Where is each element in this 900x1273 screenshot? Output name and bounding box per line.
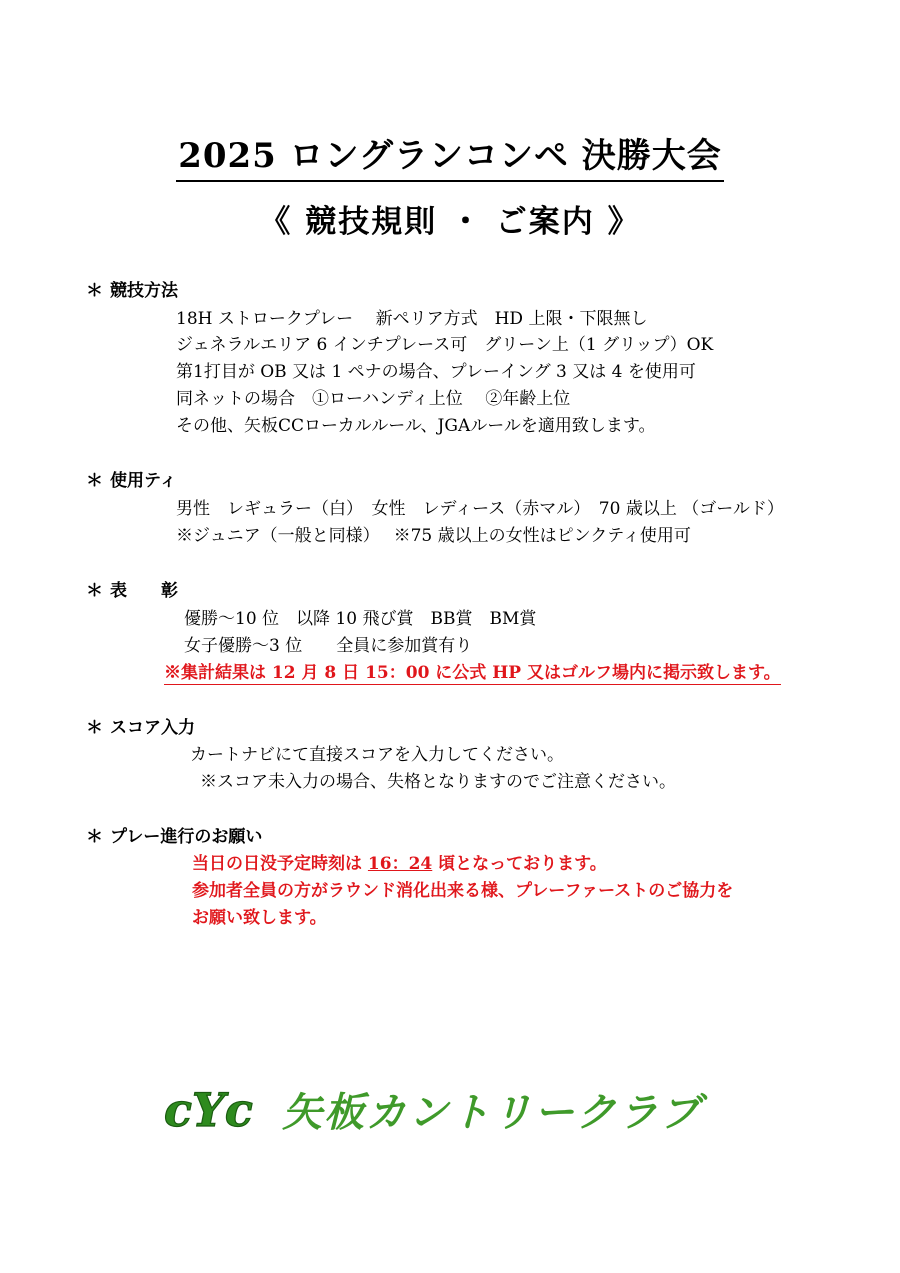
bullet-mark: ＊ <box>86 718 103 738</box>
award-line-2: 女子優勝～3 位 全員に参加賞有り <box>184 636 473 656</box>
heading-label: スコア入力 <box>110 718 195 738</box>
document-title: 2025 ロングランコンペ 決勝大会 <box>0 128 900 177</box>
method-line-4: 同ネットの場合 ①ローハンディ上位 ②年齢上位 <box>176 389 571 409</box>
award-notice <box>164 658 781 683</box>
method-line-3: 第1打目が OB 又は 1 ペナの場合、プレーイング 3 又は 4 を使用可 <box>176 362 696 382</box>
pace-line-1-suffix: 頃となっております。 <box>432 854 607 874</box>
section-heading-award <box>86 576 178 601</box>
bullet-mark: ＊ <box>86 471 103 491</box>
club-logo-text: 矢板カントリークラブ <box>282 1090 702 1136</box>
document-subtitle: 《 競技規則 ・ ご案内 》 <box>259 204 641 240</box>
method-line-5: その他、矢板CCローカルルール、JGAルールを適用致します。 <box>176 416 656 436</box>
bullet-mark: ＊ <box>86 281 103 301</box>
method-line-1: 18H ストロークプレー 新ペリア方式 HD 上限・下限無し <box>176 309 648 329</box>
pace-line-3: お願い致します。 <box>192 908 327 928</box>
score-line-2: ※スコア未入力の場合、失格となりますのでご注意ください。 <box>200 772 676 792</box>
club-logo-graphic <box>162 1080 732 1140</box>
pace-line-1-prefix: 当日の日没予定時刻は <box>192 854 368 874</box>
tee-line-2: ※ジュニア（一般と同様） ※75 歳以上の女性はピンクティ使用可 <box>176 526 691 546</box>
section-heading-tee <box>86 466 177 491</box>
bullet-mark: ＊ <box>86 581 103 601</box>
section-heading-method <box>86 276 178 301</box>
heading-label: 使用ティ <box>110 471 177 491</box>
section-heading-pace <box>86 822 262 847</box>
sunset-time: 16：24 <box>367 854 433 874</box>
bullet-mark: ＊ <box>86 827 103 847</box>
tee-line-1: 男性 レギュラー（白） 女性 レディース（赤マル） 70 歳以上 （ゴールド） <box>176 499 784 519</box>
method-line-2: ジェネラルエリア 6 インチプレース可 グリーン上（1 グリップ）OK <box>176 335 714 355</box>
heading-label: プレー進行のお願い <box>110 827 263 847</box>
heading-label: 競技方法 <box>110 281 178 301</box>
heading-label: 表 彰 <box>110 581 178 601</box>
pace-line-2: 参加者全員の方がラウンド消化出来る様、プレーファーストのご協力を <box>192 881 734 901</box>
score-line-1: カートナビにて直接スコアを入力してください。 <box>190 745 564 765</box>
award-notice-text: ※集計結果は 12 月 8 日 15：00 に公式 HP 又はゴルフ場内に掲示致します。 <box>164 663 781 683</box>
award-line-1: 優勝～10 位 以降 10 飛び賞 BB賞 BM賞 <box>184 609 537 629</box>
section-heading-score <box>86 713 195 738</box>
club-logo <box>162 1080 732 1140</box>
club-logo-mark: cYc <box>164 1083 253 1137</box>
pace-line-1 <box>192 849 607 874</box>
